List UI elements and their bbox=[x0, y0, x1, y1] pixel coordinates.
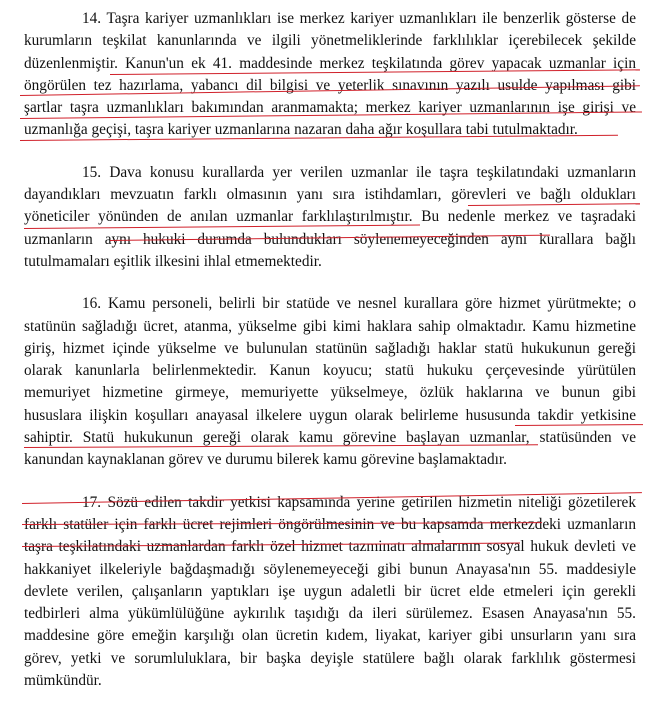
text-line: olarak kanunlarla belirlenmektedir. Kanun koyucu; statü hukuku çerçevesinde yürütülen bbox=[24, 362, 636, 380]
text-line: şartlar taşra uzmanlıkları bakımından aranmamakta; merkez kariyer uzmanlarının işe girişi ve bbox=[24, 99, 636, 117]
text-line: maddesine göre emeğin karşılığı olan ücretin kıdem, liyakat, kariyer gibi unsurların yanı sıra bbox=[24, 627, 636, 645]
text-line: öngörülen tez hazırlama, yabancı dil bilgisi ve yeterlik sınavının yazılı usulde yapılması gibi bbox=[24, 76, 636, 94]
text-line: farklı statüler için farklı ücret rejimleri öngörülmesinin ve bu kapsamda merkezdeki uzmanların bbox=[24, 515, 636, 533]
text-line: taşra teşkilatındaki uzmanlardan farklı özel hizmet tazminatı almalarının sosyal hukuk devleti ve bbox=[24, 538, 636, 556]
text-line: 14. Taşra kariyer uzmanlıkları ise merkez kariyer uzmanlıkları ile benzerlik gösterse de bbox=[82, 10, 636, 27]
text-line: memuriyet hizmetine girmeye, memuriyette yükselmeye, özlük haklarına ve bunun gibi bbox=[24, 384, 636, 402]
text-line: 17. Sözü edilen takdir yetkisi kapsamında yerine getirilen hizmetin niteliği gözetilerek bbox=[82, 493, 636, 511]
text-line: 16. Kamu personeli, belirli bir statüde ve nesnel kurallara göre hizmet yürütmekte; o bbox=[82, 295, 636, 313]
paragraph-17 bbox=[24, 492, 636, 693]
text-line: devlete verilen, çalışanların yaptıkları işe uygun adaletli bir ücret elde etmeleri için gerekli bbox=[24, 582, 636, 600]
text-line: hususlara ilişkin koşulları anayasal ilkelere uygun olarak belirleme hususunda takdir yetkisine bbox=[24, 406, 636, 424]
text-line: görev, yetki ve sorumluluklara, bir başka deyişle statülere bağlı olarak farklılık göstermesi bbox=[24, 649, 636, 667]
text-line: giriş, hizmet içinde yükselme ve bulunulan statünün sağladığı haklar statü hukukunun gereği bbox=[24, 339, 636, 357]
text-line: tutulmamaları eşitlik ilkesini ihlal etmemektedir. bbox=[24, 252, 322, 270]
text-line: sahiptir. Statü hukukunun gereği olarak kamu görevine başlayan uzmanlar, statüsünden ve bbox=[24, 429, 636, 447]
document-page bbox=[24, 8, 636, 712]
text-line: hakkaniyet ilkeleriyle bağdaşmadığı söylenemeyeceği gibi bunun Anayasa'nın 55. maddesiyle bbox=[24, 560, 636, 578]
text-line: 15. Dava konusu kurallarda yer verilen uzmanlar ile taşra teşkilatındaki uzmanların bbox=[82, 163, 636, 181]
text-line: mümkündür. bbox=[24, 672, 102, 690]
text-line: kurumların teşkilat kanunlarında ve ilgili yönetmeliklerinde farklılıklar içerebilecek şekilde bbox=[24, 32, 636, 50]
text-line: statünün sağladığı ücret, atanma, yükselme gibi kimi haklara sahip olmaktadır. Kamu hizmetine bbox=[24, 317, 636, 335]
paragraph-15 bbox=[24, 162, 636, 273]
text-line: düzenlenmiştir. Kanun'un ek 41. maddesinde merkez teşkilatında görev yapacak uzmanlar için bbox=[24, 54, 636, 72]
text-line: uzmanlığa geçişi, taşra kariyer uzmanlarına nazaran daha ağır koşullara tabi tutulmaktadır. bbox=[24, 121, 578, 139]
text-line: uzmanların aynı hukuki durumda bulundukları söylenemeyeceğinden aynı kurallara bağlı bbox=[24, 230, 636, 248]
text-line: dayandıkları mevzuatın farklı olmasının yanı sıra istihdamları, görevleri ve bağlı oldukları bbox=[24, 186, 636, 204]
text-line: tedbirleri alma yükümlülüğüne aykırılık taşıdığı da ileri sürülemez. Esasen Anayasa'nın 55. bbox=[24, 605, 636, 623]
text-line: yöneticiler yönünden de anılan uzmanlar farklılaştırılmıştır. Bu nedenle merkez ve taşradaki bbox=[24, 208, 636, 226]
text-line: kanundan kaynaklanan görev ve durumu bilerek kamu görevine başlamaktadır. bbox=[24, 451, 507, 469]
